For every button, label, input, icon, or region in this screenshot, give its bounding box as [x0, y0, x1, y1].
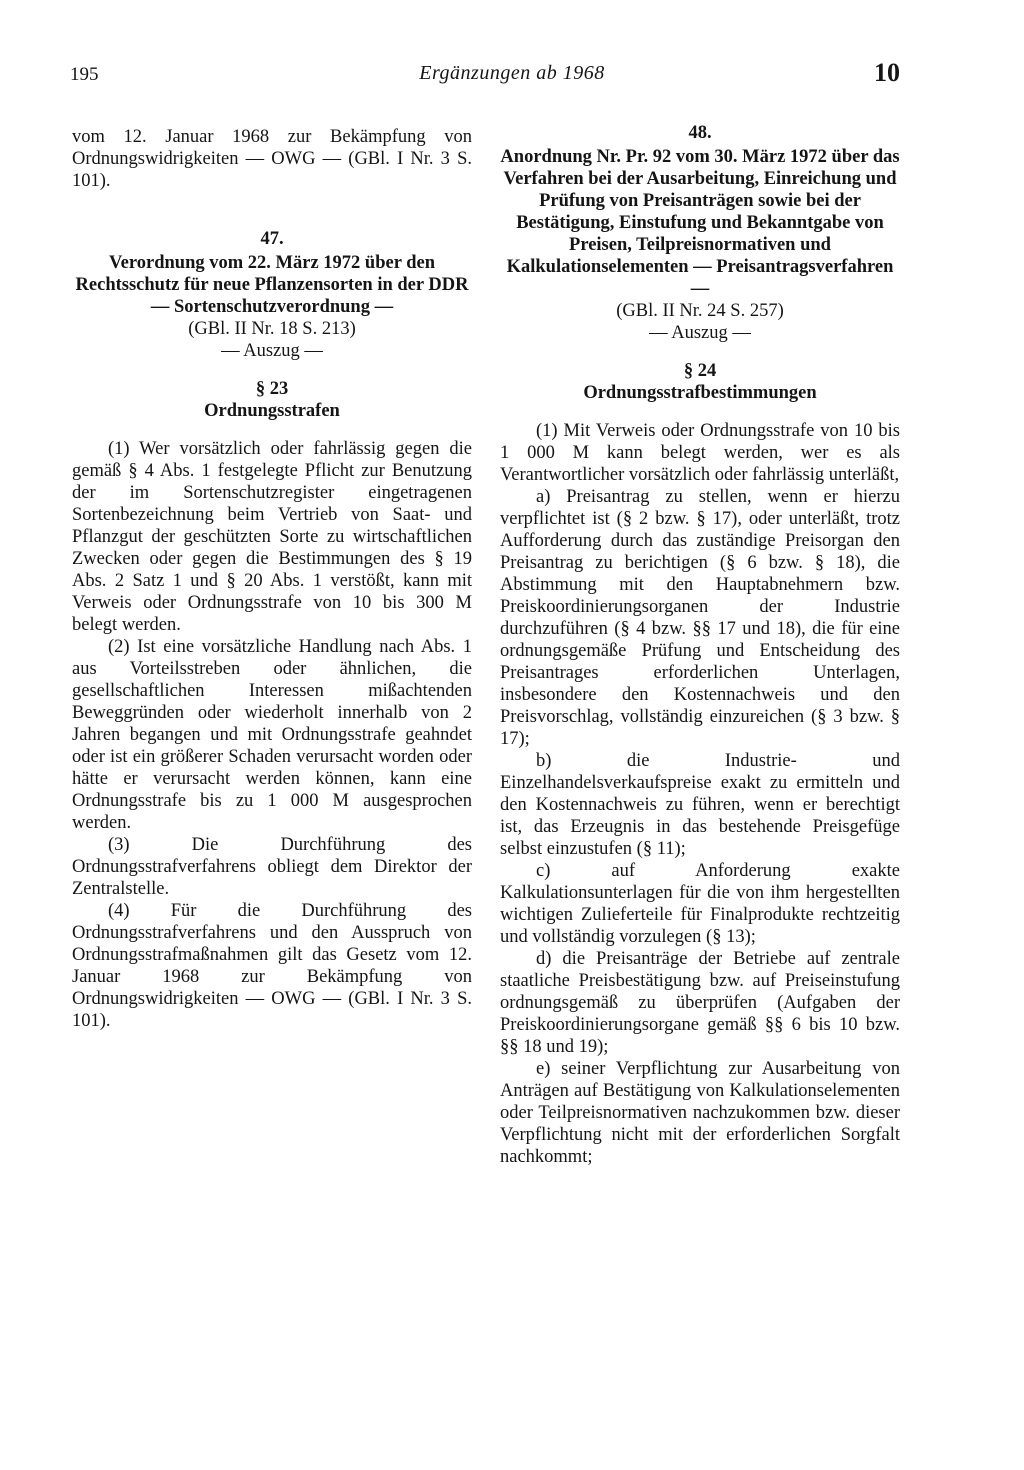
paragraph-body [500, 420, 900, 1168]
body-paragraph: c) auf Anforderung exakte Kalkulationsunterlagen für die von ihm hergestellten wichtigen Zulieferteile für Finalprodukte rechtzeitig und vollständig vorzulegen (§ 13); [500, 861, 900, 947]
body-paragraph: (2) Ist eine vorsätzliche Handlung nach Abs. 1 aus Vorteilsstreben oder ähnlichen, die gesellschaftlichen Interessen mißachtenden Beweggründen oder wiederholt innerhalb von 2 Jahren begangen und mit Ordnungsstrafe geahndet oder ist ein größerer Schaden verursacht worden oder hätte er verursacht werden können, kann eine Ordnungsstrafe bis zu 1 000 M ausgesprochen werden. [72, 637, 472, 833]
entry-number: 47. [260, 229, 284, 249]
paragraph-number: § 23 [255, 379, 289, 399]
excerpt-note: — Auszug — [649, 323, 751, 343]
body-paragraph: e) seiner Verpflichtung zur Ausarbeitung von Anträgen auf Bestätigung von Kalkulationselementen oder Teilpreisnormativen nachzukommen bzw. dieser Verpflichtung nicht mit der erforderlichen Sorgfalt nachkommt; [500, 1059, 900, 1167]
left-column [72, 126, 472, 1032]
page-number: 195 [70, 64, 99, 85]
entry-title: Anordnung Nr. Pr. 92 vom 30. März 1972 über das Verfahren bei der Ausarbeitung, Einreichung und Prüfung von Preisanträgen sowie bei der Bestätigung, Einstufung und Bekanntgabe von Preisen, Teilpreisnormativen und Kalkulationselementen — Preisantragsverfahren — [500, 147, 900, 299]
body-paragraph: (1) Mit Verweis oder Ordnungsstrafe von 10 bis 1 000 M kann belegt werden, wer es als Verantwortlicher vorsätzlich oder fahrlässig unterläßt, [500, 421, 900, 485]
page-header [0, 58, 1024, 98]
entry-title: Verordnung vom 22. März 1972 über den Rechtsschutz für neue Pflanzensorten in der DDR — Sortenschutzverordnung — [75, 253, 469, 317]
running-title: Ergänzungen ab 1968 [419, 62, 605, 84]
gazette-reference: (GBl. II Nr. 18 S. 213) [188, 319, 356, 339]
excerpt-note: — Auszug — [221, 341, 323, 361]
body-paragraph: a) Preisantrag zu stellen, wenn er hierzu verpflichtet ist (§ 2 bzw. § 17), oder unterläßt, trotz Aufforderung durch das zuständige Preisorgan den Preisantrag zu berichtigen (§ 6 bzw. § 18), die Abstimmung mit den Hauptabnehmern bzw. Preiskoordinierungsorganen der Industrie durchzuführen (§ 4 bzw. §§ 17 und 18), die für eine ordnungsgemäße Prüfung und Entscheidung des Preisantrages erforderlichen Unterlagen, insbesondere den Kostennachweis und den Preisvorschlag, vollständig einzureichen (§ 3 bzw. § 17); [500, 487, 900, 749]
body-paragraph: b) die Industrie- und Einzelhandelsverkaufspreise exakt zu ermitteln und den Kostennachweis zu führen, wenn er berechtigt ist, das Erzeugnis in das bestehende Preisgefüge selbst einzustufen (§ 11); [500, 751, 900, 859]
gazette-reference: (GBl. II Nr. 24 S. 257) [616, 301, 784, 321]
right-column [500, 122, 900, 1168]
body-paragraph: (3) Die Durchführung des Ordnungsstrafverfahrens obliegt dem Direktor der Zentralstelle. [72, 835, 472, 899]
paragraph-title: Ordnungsstrafen [204, 401, 340, 421]
body-paragraph: d) die Preisanträge der Betriebe auf zentrale staatliche Preisbestätigung bzw. auf Preiseinstufung ordnungsgemäß zu überprüfen (Aufgaben der Preiskoordinierungsorgane gemäß §§ 6 bis 10 bzw. §§ 18 und 19); [500, 949, 900, 1057]
body-paragraph: (1) Wer vorsätzlich oder fahrlässig gegen die gemäß § 4 Abs. 1 festgelegte Pflicht zur Benutzung der im Sortenschutzregister eingetragenen Sortenbezeichnung beim Vertrieb von Saat- und Pflanzgut der geschützten Sorte zu wirtschaftlichen Zwecken oder gegen die Bestimmungen des § 19 Abs. 2 Satz 1 und § 20 Abs. 1 verstößt, kann mit Verweis oder Ordnungsstrafe von 10 bis 300 M belegt werden. [72, 439, 472, 635]
entry-number: 48. [688, 123, 712, 143]
section-number: 10 [874, 58, 900, 87]
paragraph-body [72, 438, 472, 1032]
continuation-text: vom 12. Januar 1968 zur Bekämpfung von Ordnungswidrigkeiten — OWG — (GBl. I Nr. 3 S. 101). [72, 127, 472, 191]
paragraph-number: § 24 [683, 361, 717, 381]
body-paragraph: (4) Für die Durchführung des Ordnungsstrafverfahrens und den Ausspruch von Ordnungsstrafmaßnahmen gilt das Gesetz vom 12. Januar 1968 zur Bekämpfung von Ordnungswidrigkeiten — OWG — (GBl. I Nr. 3 S. 101). [72, 901, 472, 1031]
paragraph-title: Ordnungsstrafbestimmungen [583, 383, 817, 403]
